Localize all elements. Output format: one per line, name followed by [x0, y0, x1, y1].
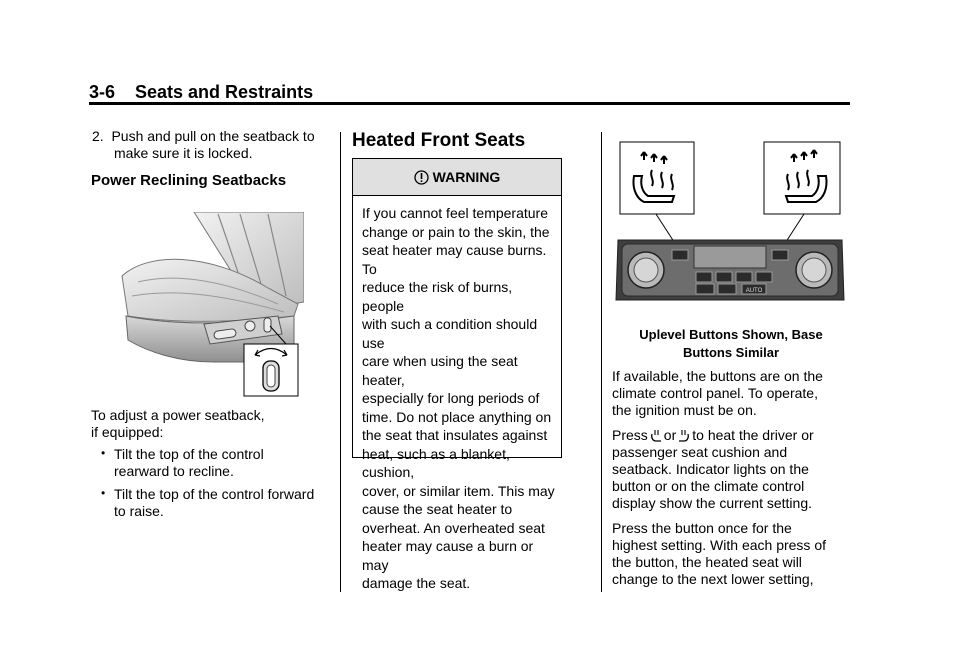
intro-line2: if equipped:	[91, 424, 164, 440]
step-2-line1: 2. Push and pull on the seatback to	[92, 128, 315, 144]
para3-line3: the button, the heated seat will	[612, 554, 802, 570]
para1-line1: If available, the buttons are on the	[612, 368, 823, 384]
seat-control-illustration	[118, 212, 304, 398]
passenger-seat-heater-glyph-icon	[678, 428, 690, 442]
driver-seat-heater-glyph-icon	[650, 428, 662, 442]
warning-line: care when using the seat heater,	[362, 353, 518, 388]
warning-line: especially for long periods of	[362, 390, 540, 406]
warning-line: change or pain to the skin, the	[362, 223, 550, 240]
para2-rest: to heat the driver or	[692, 427, 814, 443]
bullet-1-line2: rearward to recline.	[114, 463, 234, 479]
para2-line1	[612, 427, 814, 445]
bullet-2-line1: • Tilt the top of the control forward	[114, 486, 314, 504]
running-header	[89, 82, 313, 103]
warning-icon	[414, 170, 429, 185]
figure-caption-line2: Buttons Similar	[682, 345, 780, 360]
para3-line1: Press the button once for the	[612, 520, 792, 536]
para1-line2: climate control panel. To operate,	[612, 385, 818, 401]
figure-caption-line1: Uplevel Buttons Shown, Base	[639, 327, 823, 342]
para2-line3: seatback. Indicator lights on the	[612, 461, 809, 477]
para3-line2: highest setting. With each press of	[612, 537, 826, 553]
warning-text	[362, 204, 558, 593]
or-word: or	[663, 427, 677, 443]
warning-line: If you cannot feel temperature	[362, 205, 548, 221]
warning-line: cause the seat heater to	[362, 501, 513, 517]
warning-line: time. Do not place anything on	[362, 408, 552, 425]
power-reclining-heading: Power Reclining Seatbacks	[91, 172, 287, 189]
warning-box	[352, 158, 562, 591]
warning-line: cover, or similar item. This may	[362, 482, 555, 499]
warning-line: the seat that insulates against	[362, 427, 548, 443]
press-word: Press	[612, 427, 648, 443]
panel-auto-label: AUTO	[745, 288, 763, 294]
warning-line: heater may cause a burn or may	[362, 538, 534, 573]
bullet-2-line2: to raise.	[114, 503, 164, 519]
warning-title: WARNING	[432, 169, 501, 185]
warning-line: overheat. An overheated seat	[362, 519, 545, 536]
para2-line4: button or on the climate control	[612, 478, 805, 494]
header-rule	[89, 102, 850, 105]
page-number: 3-6	[89, 82, 116, 102]
warning-line: with such a condition should use	[362, 316, 538, 351]
climate-control-panel-illustration	[614, 140, 850, 308]
warning-line: reduce the risk of burns, people	[362, 279, 513, 314]
warning-line: seat heater may cause burns. To	[362, 242, 547, 277]
para1-line3: the ignition must be on.	[612, 402, 757, 418]
para2-line2: passenger seat cushion and	[612, 444, 788, 460]
warning-header	[353, 159, 561, 196]
intro-line1: To adjust a power seatback,	[91, 407, 265, 423]
step-2-line2: make sure it is locked.	[114, 145, 253, 161]
section-title: Seats and Restraints	[135, 82, 314, 102]
heated-front-seats-heading: Heated Front Seats	[352, 130, 526, 151]
para3-line4: change to the next lower setting,	[612, 571, 814, 587]
bullet-1-line1: • Tilt the top of the control	[114, 446, 264, 464]
warning-line: damage the seat.	[362, 575, 471, 591]
para2-line5: display show the current setting.	[612, 495, 812, 511]
column-divider-1	[340, 132, 341, 592]
warning-line: heat, such as a blanket, cushion,	[362, 445, 510, 480]
column-divider-2	[601, 132, 602, 592]
